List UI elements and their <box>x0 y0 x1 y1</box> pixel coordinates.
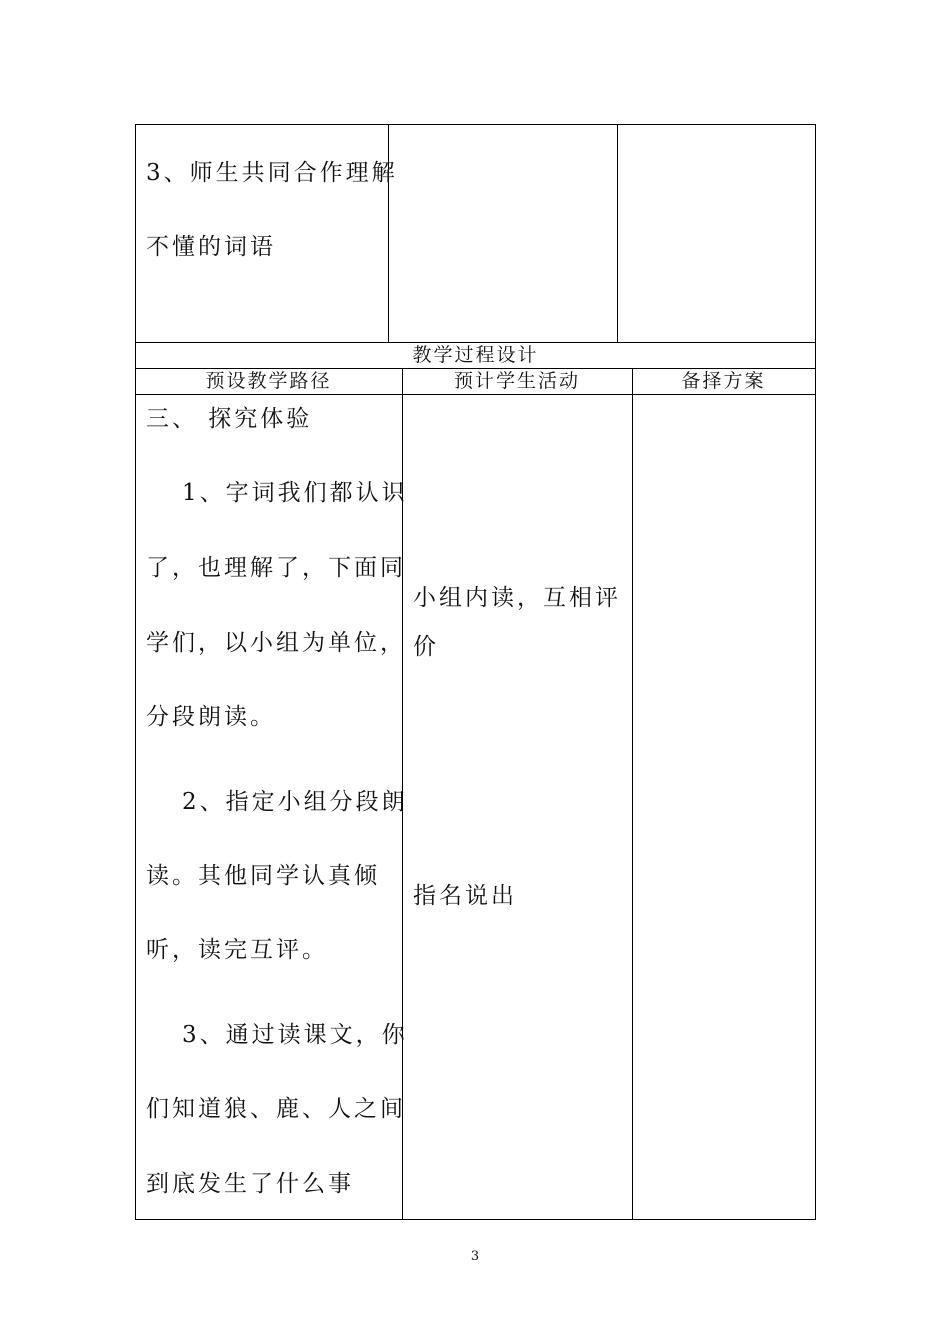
top-table-border-top <box>135 124 816 125</box>
title-row-border-top <box>135 342 816 343</box>
header-alternative-plan: 备择方案 <box>681 370 766 392</box>
top-table-divider-1 <box>388 124 389 342</box>
top-table <box>135 124 816 342</box>
path-line-5: 2、指定小组分段朗 <box>182 789 408 815</box>
path-line-3: 学们，以小组为单位， <box>146 630 406 656</box>
path-line-2: 了，也理解了，下面同 <box>146 555 406 581</box>
path-line-4: 分段朗读。 <box>146 704 276 730</box>
activity-1-line-2: 价 <box>413 634 439 660</box>
header-preset-path: 预设教学路径 <box>205 370 332 392</box>
top-table-divider-2 <box>617 124 618 342</box>
header-row-border-top <box>135 368 816 369</box>
top-col1-line-1: 3、师生共同合作理解 <box>146 160 398 186</box>
design-table-border-bottom <box>135 1219 816 1220</box>
top-col1-line-2: 不懂的词语 <box>146 234 276 260</box>
activity-1-line-1: 小组内读，互相评 <box>413 585 621 611</box>
activity-2: 指名说出 <box>413 883 517 909</box>
header-student-activity: 预计学生活动 <box>453 370 580 392</box>
path-line-7: 听，读完互评。 <box>146 937 328 963</box>
path-line-6: 读。其他同学认真倾 <box>146 863 380 889</box>
section-title: 三、 探究体验 <box>146 406 313 432</box>
page-number: 3 <box>470 1249 480 1264</box>
design-divider-2 <box>632 368 633 1220</box>
path-line-10: 到底发生了什么事 <box>146 1171 354 1197</box>
top-table-border-right <box>815 124 816 1220</box>
header-row-border-bottom <box>135 394 816 395</box>
top-table-border-left <box>135 124 136 1220</box>
path-line-9: 们知道狼、鹿、人之间 <box>146 1096 406 1122</box>
design-table-title: 教学过程设计 <box>412 344 539 366</box>
path-line-8: 3、通过读课文，你 <box>182 1022 408 1048</box>
path-line-1: 1、字词我们都认识 <box>182 480 408 506</box>
